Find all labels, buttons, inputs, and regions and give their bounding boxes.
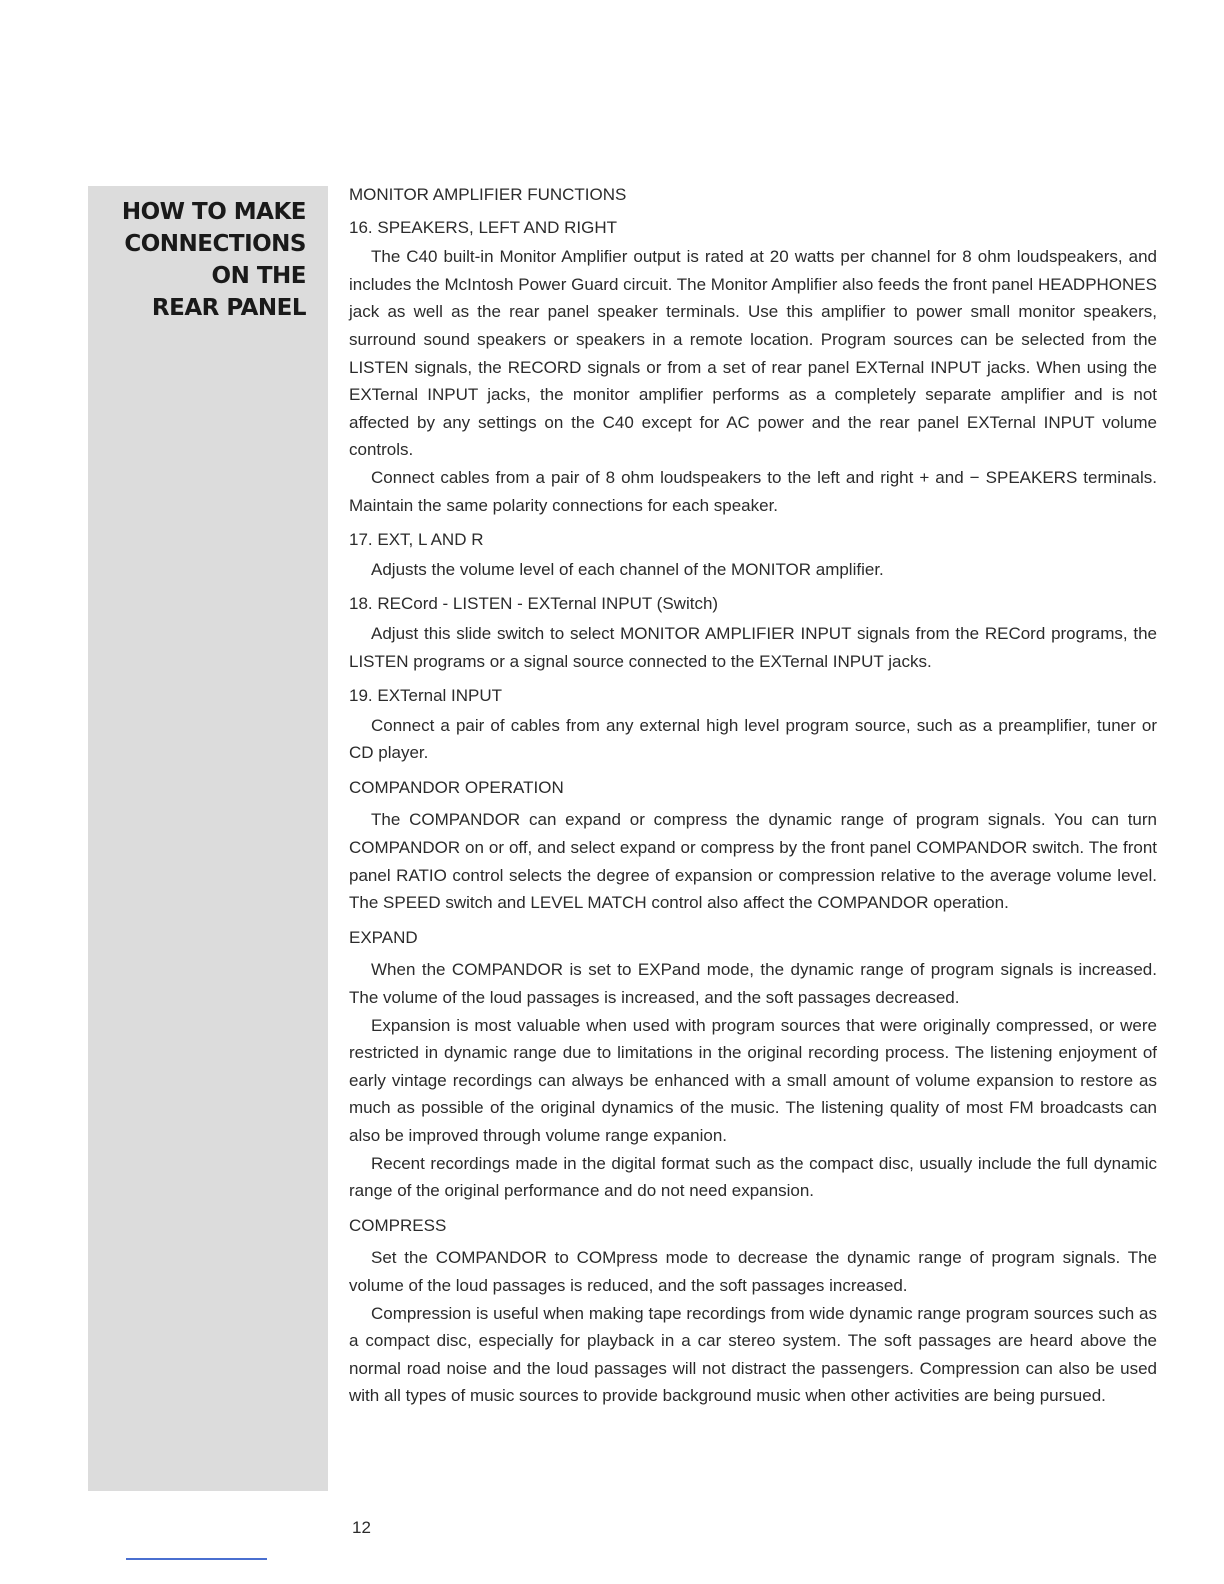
sidebar-title	[122, 196, 306, 324]
sidebar-title-line: HOW TO MAKE	[121, 199, 306, 225]
page-number: 12	[352, 1518, 371, 1537]
footer-rule	[126, 1558, 267, 1560]
sidebar-title-line: REAR PANEL	[151, 295, 306, 321]
item-heading-16: 16. SPEAKERS, LEFT AND RIGHT	[349, 217, 617, 237]
paragraph: When the COMPANDOR is set to EXPand mode, the dynamic range of program signals is increased. The volume of the loud passages is increased, and the soft passages decreased.	[349, 960, 1157, 1008]
section-heading-compandor: COMPANDOR OPERATION	[349, 777, 564, 797]
paragraph: Recent recordings made in the digital format such as the compact disc, usually include the full dynamic range of the original performance and do not need expansion.	[349, 1153, 1157, 1201]
sidebar-title-line: CONNECTIONS	[124, 231, 306, 257]
sidebar-title-line: ON THE	[211, 263, 306, 289]
paragraph: Set the COMPANDOR to COMpress mode to decrease the dynamic range of program signals. The volume of the loud passages is reduced, and the soft passages increased.	[349, 1248, 1157, 1295]
paragraph: Adjust this slide switch to select MONITOR AMPLIFIER INPUT signals from the RECord programs, the LISTEN programs or a signal source connected to the EXTernal INPUT jacks.	[349, 623, 1157, 671]
section-heading-compress: COMPRESS	[349, 1215, 447, 1235]
item-heading-17: 17. EXT, L AND R	[349, 530, 484, 550]
paragraph: The C40 built-in Monitor Amplifier output is rated at 20 watts per channel for 8 ohm loudspeakers, and includes the McIntosh Power Guard circuit. The Monitor Amplifier also feeds the front panel HEADPHONES jack as well as the rear panel speaker terminals. Use this amplifier to power small monitor speakers, surround sound speakers or speakers in a remote location. Program sources can be selected from the LISTEN signals, the RECORD signals or from a set of rear panel EXTernal INPUT jacks. When using the EXTernal INPUT jacks, the monitor amplifier performs as a completely separate amplifier and is not affected by any settings on the C40 except for AC power and the rear panel EXTernal INPUT volume controls.	[349, 247, 1157, 460]
paragraph: Adjusts the volume level of each channel of the MONITOR amplifier.	[371, 559, 884, 579]
paragraph: Connect cables from a pair of 8 ohm loudspeakers to the left and right + and − SPEAKERS terminals. Maintain the same polarity connections for each speaker.	[349, 467, 1157, 515]
sidebar-panel	[88, 186, 328, 1491]
main-content	[349, 181, 1157, 1410]
paragraph: The COMPANDOR can expand or compress the dynamic range of program signals. You can turn COMPANDOR on or off, and select expand or compress by the front panel COMPANDOR switch. The front panel RATIO control selects the degree of expansion or compression relative to the average volume level. The SPEED switch and LEVEL MATCH control also affect the COMPANDOR operation.	[349, 810, 1157, 913]
item-heading-18: 18. RECord - LISTEN - EXTernal INPUT (Switch)	[349, 594, 719, 614]
paragraph: Expansion is most valuable when used with program sources that were originally compressed, or were restricted in dynamic range due to limitations in the original recording process. The listening enjoyment of early vintage recordings can always be enhanced with a small amount of volume expansion to restore as much as possible of the original dynamics of the music. The listening quality of most FM broadcasts can also be improved through volume range expanion.	[349, 1015, 1157, 1145]
section-heading-monitor: MONITOR AMPLIFIER FUNCTIONS	[349, 185, 627, 204]
paragraph: Compression is useful when making tape recordings from wide dynamic range program sources such as a compact disc, especially for playback in a car stereo system. The soft passages are heard above the normal road noise and the loud passages will not distract the passengers. Compression can also be used with all types of music sources to provide background music when other activities are being pursued.	[349, 1303, 1157, 1406]
paragraph: Connect a pair of cables from any external high level program source, such as a preamplifier, tuner or CD player.	[349, 715, 1157, 763]
item-heading-19: 19. EXTernal INPUT	[349, 686, 503, 706]
section-heading-expand: EXPAND	[349, 927, 418, 947]
